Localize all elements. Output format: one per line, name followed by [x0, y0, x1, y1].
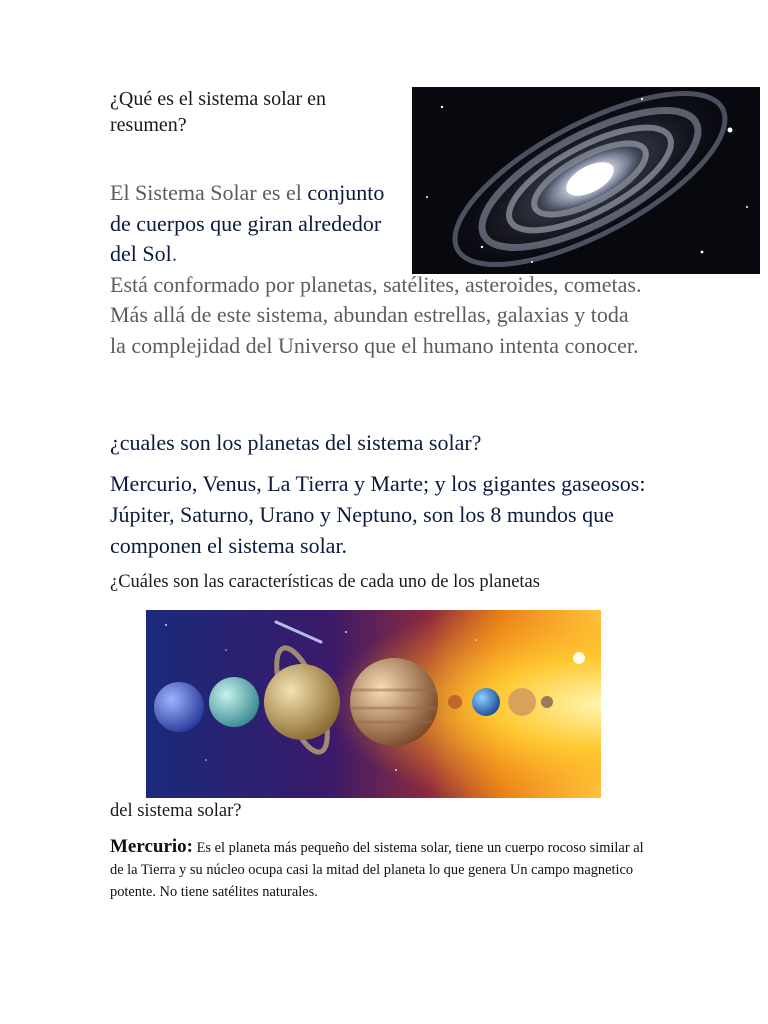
definition-highlight: conjunto de cuerpos que giran alrededor del Sol [110, 180, 385, 266]
definition-rest: Está conformado por planetas, satélites, asteroides, cometas. Más allá de este sistema, abundan estrellas, galaxias y toda la complejidad del Universo que el humano intenta conocer. [110, 271, 642, 358]
definition-lead: El Sistema Solar es el [110, 180, 308, 205]
solar-system-definition [110, 178, 650, 361]
question-characteristics-part1: ¿Cuáles son las características de cada uno de los planetas [110, 572, 540, 592]
question-what-is-solar-system: ¿Qué es el sistema solar en resumen? [110, 88, 327, 136]
mercurio-text: Es el planeta más pequeño del sistema solar, tiene un cuerpo rocoso similar al de la Tierra y su núcleo ocupa casi la mitad del planeta lo que genera Un campo magnetico potente. No tiene satélites naturales. [110, 840, 644, 900]
mercurio-title: Mercurio: [110, 836, 193, 857]
planets-image [146, 610, 601, 798]
planets-illustration [146, 610, 601, 798]
mercurio-description [110, 836, 655, 903]
planets-answer: Mercurio, Venus, La Tierra y Marte; y los gigantes gaseosos: Júpiter, Saturno, Urano y Neptuno, son los 8 mundos que componen el sistema solar. [110, 471, 646, 558]
uranus-planet [209, 677, 259, 727]
mercury-planet [541, 696, 553, 708]
definition-period: . [171, 241, 178, 266]
earth-planet [472, 688, 500, 716]
definition-lead-block [110, 178, 400, 270]
saturn-planet [264, 664, 340, 740]
neptune-planet [154, 682, 204, 732]
question-which-planets: ¿cuales son los planetas del sistema solar? [110, 430, 482, 455]
question-characteristics-part2: del sistema solar? [110, 801, 242, 821]
venus-planet [508, 688, 536, 716]
mars-planet [448, 695, 462, 709]
jupiter-planet [350, 658, 438, 746]
